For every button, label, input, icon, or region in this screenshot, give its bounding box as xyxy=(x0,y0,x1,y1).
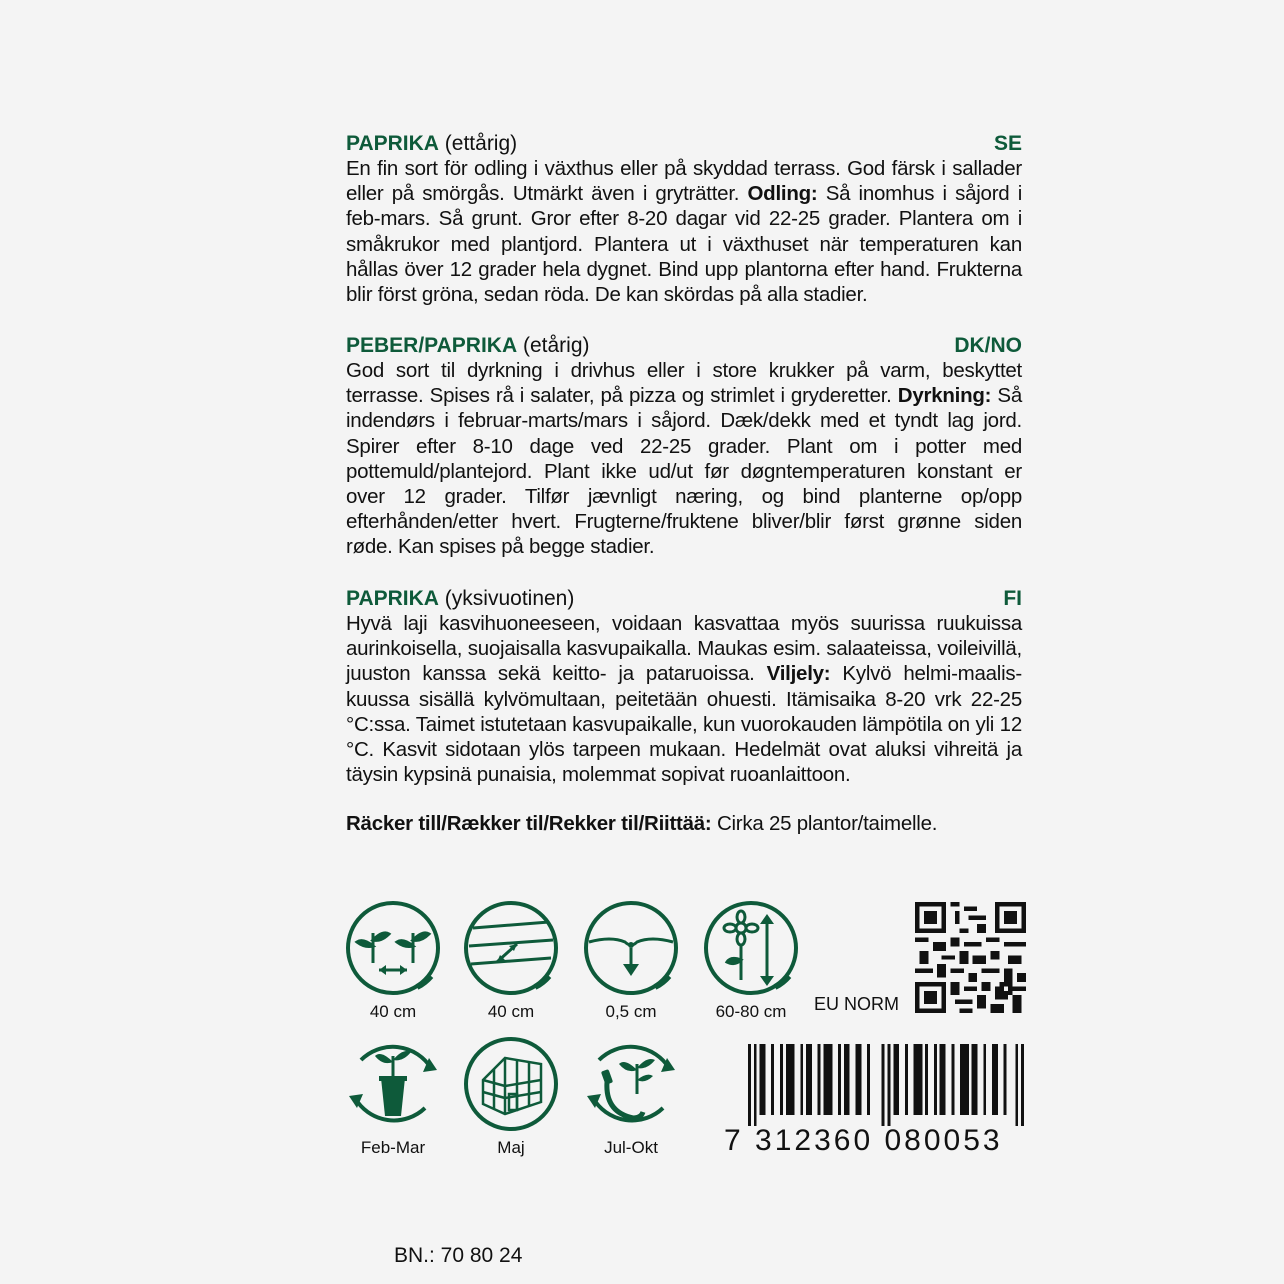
row-spacing-cell xyxy=(456,898,566,1022)
section-heading xyxy=(346,131,517,156)
greenhouse-label: Maj xyxy=(497,1138,525,1157)
section-swedish xyxy=(346,131,1022,307)
sow-indoors-icon xyxy=(343,1034,443,1134)
section-finnish xyxy=(346,586,1022,787)
plant-spacing-cell xyxy=(338,898,448,1022)
plant-spacing-label: 40 cm xyxy=(369,1002,417,1021)
barcode xyxy=(748,1044,1024,1126)
section-heading xyxy=(346,333,590,358)
yield-value: Cirka 25 plantor/taimelle. xyxy=(711,812,938,835)
section-title: PAPRIKA xyxy=(346,132,439,155)
greenhouse-cell xyxy=(456,1034,566,1158)
section-title: PAPRIKA xyxy=(346,587,439,610)
plant-height-label: 60-80 cm xyxy=(715,1002,787,1021)
eu-norm-label: EU NORM xyxy=(814,994,899,1014)
harvest-label: Jul-Okt xyxy=(604,1138,658,1157)
sowing-depth-label: 0,5 cm xyxy=(605,1002,657,1021)
body-text: En fin sort för odling i växthus eller på skyddad terrass. God färsk i sallader eller på smörgås. Utmärkt även i gryträtter. xyxy=(346,157,1022,206)
body-text: God sort til dyrkning i drivhus eller i store krukker på varm, beskyttet terrasse. Spises rå i salater, på pizza og strimlet i gryderetter. xyxy=(346,359,1022,408)
barcode-number: 7 312360 080053 xyxy=(724,1124,1003,1157)
yield-label: Räcker till/Rækker til/Rekker til/Riittää: xyxy=(346,812,712,835)
plant-height-cell xyxy=(696,898,806,1022)
language-code: SE xyxy=(993,132,1022,155)
greenhouse-icon xyxy=(461,1034,561,1134)
language-code: DK/NO xyxy=(954,334,1022,357)
section-title: PEBER/PAPRIKA xyxy=(346,334,518,357)
sow-indoors-label: Feb-Mar xyxy=(360,1138,426,1157)
section-body xyxy=(346,611,1022,787)
body-bold-label: Odling: xyxy=(747,182,818,206)
section-body xyxy=(346,358,1022,560)
body-text: Så inomhus i såjord i feb-mars. Så grunt. Gror efter 8-20 dagar vid 22-25 grader. Plantera om i småkrukor med plantjord. Plantera ut i växthuset när temperaturen kan hållas över 12 grader hela dygnet. Bind upp plantorna efter hand. Frukterna blir först gröna, sedan röda. De kan skördas på alla stadier. xyxy=(346,182,1022,307)
body-bold-label: Viljely: xyxy=(766,662,831,686)
row-spacing-icon xyxy=(461,898,561,998)
section-danish-norwegian xyxy=(346,333,1022,560)
section-subtitle: (yksivuotinen) xyxy=(444,587,575,610)
section-header xyxy=(346,586,1022,611)
language-code: FI xyxy=(1003,587,1022,610)
plant-spacing-icon xyxy=(343,898,443,998)
body-text: Hyvä laji kasvihuoneeseen, voidaan kasvattaa myös suurissa ruukuissa aurinkoisella, suojaisalla kasvupaikalla. Maukas esim. salaateissa, voileivillä, juuston kanssa sekä keitto- ja pataruoissa. xyxy=(346,612,1022,686)
harvest-icon xyxy=(581,1034,681,1134)
body-text: Så indendørs i februar-marts/mars i såjord. Dæk/dekk med et tyndt lag jord. Spirer efter 8-10 dage ved 22-25 grader. Plant om i potter med pottemuld/plantejord. Plant ikke ud/ut før døgntemperaturen konstant er over 12 grader. Tilfør jævnligt næring, og bind planterne op/opp efterhånden/etter hvert. Frugterne/fruktene bliver/blir først grønne siden røde. Kan spises på begge stadier. xyxy=(346,384,1022,559)
section-heading xyxy=(346,586,574,611)
section-subtitle: (ettårig) xyxy=(444,132,518,155)
qr-code xyxy=(915,902,1026,1013)
section-header xyxy=(346,333,1022,358)
plant-height-icon xyxy=(701,898,801,998)
body-text: Kylvö helmi-maalis-kuussa sisällä kylvömultaan, peitetään ohuesti. Itämisaika 8-20 vrk 22-25 °C:ssa. Taimet istutetaan kasvupaikalle, kun vuorokauden lämpötila on yli 12 °C. Kasvit sidotaan ylös tarpeen mukaan. Hedelmät ovat aluksi vihreitä ja täysin kypsinä punaisia, molemmat sopivat ruoanlaittoon. xyxy=(346,662,1022,787)
row-spacing-label: 40 cm xyxy=(487,1002,535,1021)
section-header xyxy=(346,131,1022,156)
section-body xyxy=(346,156,1022,307)
harvest-cell xyxy=(576,1034,686,1158)
body-bold-label: Dyrkning: xyxy=(897,384,992,408)
sowing-depth-icon xyxy=(581,898,681,998)
sow-indoors-cell xyxy=(338,1034,448,1158)
yield-line xyxy=(346,812,937,836)
batch-number: BN.: 70 80 24 xyxy=(394,1244,523,1267)
section-subtitle: (etårig) xyxy=(522,334,590,357)
sowing-depth-cell xyxy=(576,898,686,1022)
